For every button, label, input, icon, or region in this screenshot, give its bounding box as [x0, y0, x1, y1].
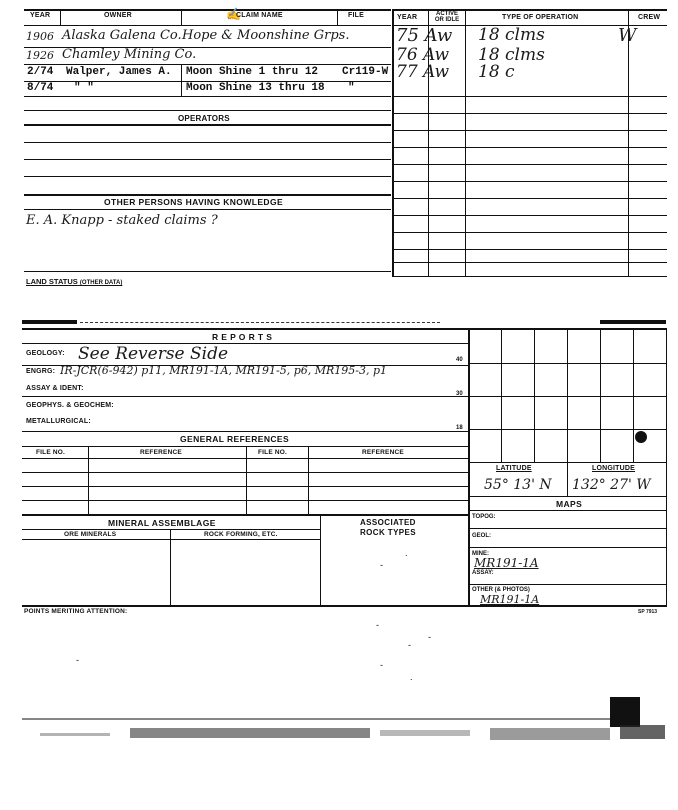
- gr-header-reference-2: REFERENCE: [362, 449, 404, 456]
- header-year: YEAR: [30, 12, 51, 19]
- row-line: [392, 215, 667, 216]
- scan-streak: [40, 733, 110, 736]
- scan-streak: [490, 728, 610, 740]
- row-line: [468, 363, 666, 364]
- gr-header-file-no-2: FILE NO.: [258, 449, 288, 456]
- speck: -: [408, 640, 411, 650]
- activity-row2-entry: 76 Aw: [396, 45, 450, 65]
- divider: [465, 9, 466, 277]
- row1-year: 1906: [26, 30, 54, 43]
- engrg-label: ENGRG:: [26, 368, 56, 375]
- row-line: [392, 96, 667, 97]
- divider: [60, 9, 61, 25]
- other-persons-entry: E. A. Knapp - staked claims ?: [26, 213, 218, 228]
- row-line: [468, 429, 666, 430]
- row-line: [392, 262, 667, 263]
- scan-mark: [80, 322, 440, 324]
- row-line: [392, 232, 667, 233]
- land-status-text: LAND STATUS: [26, 277, 78, 286]
- points-meriting-attention: POINTS MERITING ATTENTION:: [24, 608, 128, 615]
- row-line: [24, 176, 391, 177]
- engrg-value: IR-JCR(6-942) p11, MR191-1A, MR191-5, p6, MR195-3, p1: [60, 364, 388, 377]
- activity-row2-type: 18 clms: [478, 45, 545, 65]
- activity-header-crew: CREW: [638, 14, 661, 21]
- row-line: [468, 496, 666, 497]
- activity-row1-crew: W: [618, 25, 637, 46]
- activity-row3-type: 18 c: [478, 62, 515, 82]
- scan-mark: [22, 320, 77, 324]
- speck: -: [380, 560, 383, 570]
- scan-block: [610, 697, 640, 727]
- row-line: [468, 584, 666, 585]
- general-references-title: GENERAL REFERENCES: [180, 434, 290, 444]
- row-line: [468, 528, 666, 529]
- reports-title: R E P O R T S: [212, 332, 273, 342]
- gr-header-reference-1: REFERENCE: [140, 449, 182, 456]
- scan-block: [620, 725, 665, 739]
- maps-title: MAPS: [556, 499, 583, 509]
- row-line: [24, 110, 391, 111]
- other-persons-title: OTHER PERSONS HAVING KNOWLEDGE: [104, 197, 284, 207]
- location-dot-icon: [635, 431, 647, 443]
- longitude-label: LONGITUDE: [592, 465, 636, 472]
- gr-header-file-no-1: FILE NO.: [36, 449, 66, 456]
- row-line: [468, 510, 666, 511]
- latitude-label: LATITUDE: [496, 465, 532, 472]
- row1-claim-name: Hope & Moonshine Grps.: [182, 28, 350, 43]
- row-line: [22, 539, 320, 540]
- activity-header-year: YEAR: [397, 14, 418, 21]
- divider: [628, 9, 629, 277]
- divider: [337, 9, 338, 25]
- divider: [181, 9, 182, 25]
- speck: -: [428, 632, 431, 642]
- row-line: [392, 249, 667, 250]
- header-claim-name: CLAIM NAME: [236, 12, 283, 19]
- mine-label: MINE:: [472, 551, 489, 557]
- land-status-label: [26, 277, 122, 286]
- speck: -: [376, 620, 379, 630]
- ore-minerals-header: ORE MINERALS: [64, 531, 117, 538]
- margin-number-40: 40: [456, 357, 463, 363]
- row-line: [392, 130, 667, 131]
- margin-number-18: 18: [456, 425, 463, 431]
- header-owner: OWNER: [104, 12, 132, 19]
- metallurgical-label: METALLURGICAL:: [26, 418, 91, 425]
- activity-row1-entry: 75 Aw: [396, 25, 453, 46]
- operators-top-line: [24, 124, 391, 126]
- row-line: [22, 431, 468, 432]
- operators-title: OPERATORS: [178, 114, 230, 123]
- speck: -: [380, 660, 383, 670]
- row-line: [392, 198, 667, 199]
- row2-year: 1926: [26, 49, 54, 62]
- associated-label: ASSOCIATED: [360, 518, 416, 527]
- row3-year: 2/74: [27, 66, 54, 78]
- row4-year: 8/74: [27, 82, 54, 94]
- divider: [308, 446, 309, 514]
- row1-owner: Alaska Galena Co.: [62, 28, 182, 43]
- form-number: SP 7913: [638, 609, 658, 615]
- row3-claim-name: Moon Shine 1 thru 12: [186, 66, 319, 78]
- row2-owner: Chamley Mining Co.: [62, 47, 197, 62]
- row-line: [468, 396, 666, 397]
- row-line: [24, 194, 391, 196]
- row-line: [24, 159, 391, 160]
- activity-left-border: [392, 9, 394, 277]
- divider: [170, 529, 171, 605]
- row-line: [22, 514, 468, 516]
- row-line: [22, 529, 320, 530]
- row-line: [392, 181, 667, 182]
- row-line: [24, 142, 391, 143]
- row-line: [392, 276, 667, 277]
- scan-mark: [600, 320, 666, 324]
- other-persons-line: [24, 209, 391, 210]
- speck: -: [76, 655, 79, 665]
- divider: [320, 514, 321, 605]
- row-line: [392, 164, 667, 165]
- row-line: [24, 64, 391, 65]
- speck: .: [410, 672, 413, 682]
- divider: [567, 462, 568, 496]
- row4-owner: " ": [74, 82, 94, 94]
- paperclip-icon: ✍: [226, 7, 241, 21]
- geology-value: See Reverse Side: [78, 344, 229, 364]
- row-line: [24, 96, 391, 97]
- mine-value: MR191-1A: [474, 556, 539, 570]
- row4-file: ": [348, 82, 355, 94]
- geology-label: GEOLOGY:: [26, 350, 65, 357]
- row-line: [22, 396, 468, 397]
- scan-streak: [130, 728, 370, 738]
- bottom-line: [24, 271, 391, 272]
- divider: [246, 446, 247, 514]
- divider: [181, 64, 182, 96]
- top-table-header-line: [24, 25, 391, 26]
- mineral-assemblage-title: MINERAL ASSEMBLAGE: [108, 518, 216, 528]
- row-line: [468, 547, 666, 548]
- map-left-border: [468, 328, 470, 605]
- header-file: FILE: [348, 12, 364, 19]
- reports-top-border: [22, 328, 667, 330]
- maps-assay-label: ASSAY:: [472, 570, 494, 576]
- other-value: MR191-1A: [480, 593, 540, 606]
- land-status-sublabel: (OTHER DATA): [79, 280, 123, 286]
- longitude-value: 132° 27' W: [572, 477, 651, 493]
- margin-number-30: 30: [456, 391, 463, 397]
- rock-forming-header: ROCK FORMING, ETC.: [204, 531, 278, 538]
- geophys-label: GEOPHYS. & GEOCHEM:: [26, 402, 114, 409]
- activity-header-type: TYPE OF OPERATION: [502, 14, 579, 21]
- scan-streak: [22, 718, 618, 720]
- top-table-top-border: [24, 9, 391, 11]
- activity-row3-entry: 77 Aw: [396, 62, 450, 82]
- scan-streak: [380, 730, 470, 736]
- row4-claim-name: Moon Shine 13 thru 18: [186, 82, 325, 94]
- row3-owner: Walper, James A.: [66, 66, 172, 78]
- row-line: [392, 147, 667, 148]
- row3-file: Cr119-W: [342, 66, 389, 78]
- geol-label: GEOL:: [472, 533, 491, 539]
- activity-header-active-or-idle: ACTIVE OR IDLE: [434, 11, 460, 23]
- rock-types-label: ROCK TYPES: [360, 528, 417, 537]
- divider: [88, 446, 89, 514]
- speck: .: [405, 548, 408, 558]
- activity-row1-type: 18 clms: [478, 25, 545, 45]
- topog-label: TOPOG:: [472, 514, 496, 520]
- assay-label: ASSAY & IDENT:: [26, 385, 84, 392]
- other-label: OTHER (& PHOTOS): [472, 587, 530, 593]
- latitude-value: 55° 13' N: [484, 477, 552, 493]
- map-right-border: [666, 328, 667, 605]
- row-line: [392, 113, 667, 114]
- section-bottom-line: [22, 605, 667, 607]
